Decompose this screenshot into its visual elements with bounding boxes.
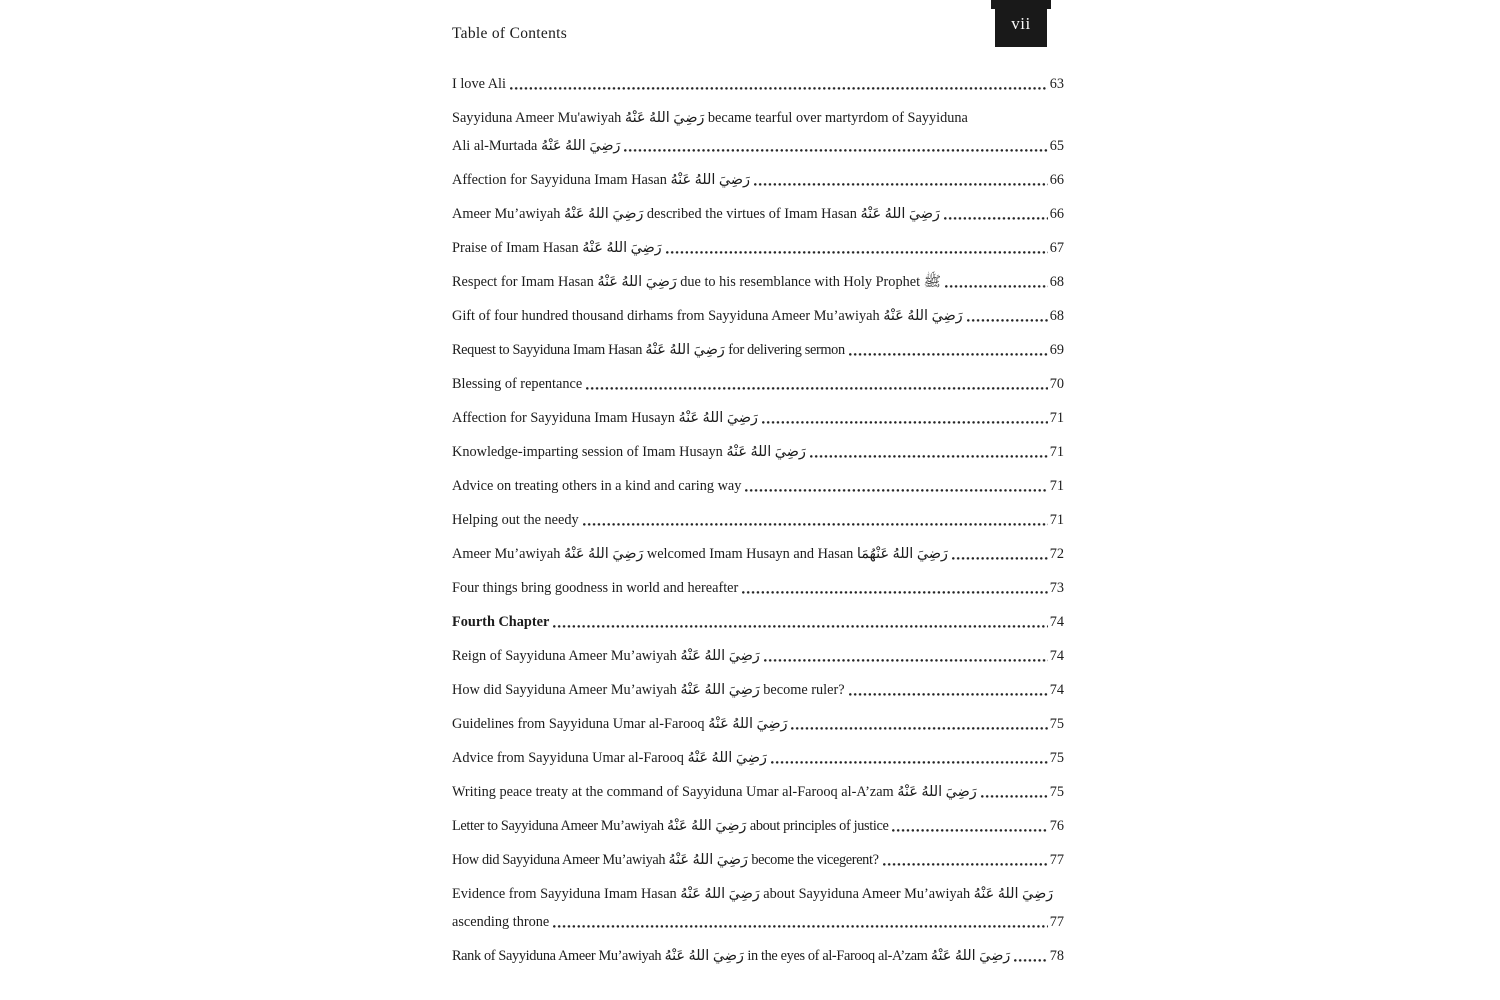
toc-entry-line: [452, 842, 1064, 870]
toc-entry: [452, 938, 1064, 966]
toc-entry-line: [452, 706, 1064, 734]
toc-entry: [452, 162, 1064, 190]
toc-entry-page: 74: [1049, 614, 1064, 630]
toc-entry-line: [452, 128, 1064, 156]
toc-entry: [452, 196, 1064, 224]
toc-entry-page: 63: [1049, 76, 1064, 92]
toc-entry-page: 67: [1049, 240, 1064, 256]
toc-entry: [452, 100, 1064, 156]
toc-entry-title: Four things bring goodness in world and hereafter: [452, 580, 739, 596]
dot-leader: [945, 285, 1048, 288]
toc-entry-title: Request to Sayyiduna Imam Hasan رَضِيَ اللهُ عَنْهُ for delivering sermon: [452, 342, 845, 358]
dot-leader: [849, 353, 1048, 356]
dot-leader: [771, 761, 1048, 764]
toc-entry-line: [452, 904, 1064, 932]
page-title: Table of Contents: [452, 25, 568, 42]
toc-entry-page: 74: [1049, 648, 1064, 664]
dot-leader: [553, 625, 1047, 628]
toc-entry-line: [452, 468, 1064, 496]
toc-entry: [452, 264, 1064, 292]
toc-entry-page: 75: [1049, 784, 1064, 800]
dot-leader: [762, 421, 1048, 424]
toc-entry-line: [452, 332, 1064, 360]
toc-entry: [452, 536, 1064, 564]
toc-entry-line: [452, 100, 1064, 128]
toc-entry: [452, 638, 1064, 666]
toc-entry-line: [452, 774, 1064, 802]
toc-entry-line: [452, 938, 1064, 966]
toc-entry: [452, 468, 1064, 496]
toc-entry: [452, 502, 1064, 530]
toc-entry-page: 76: [1049, 818, 1064, 834]
dot-leader: [666, 251, 1048, 254]
dot-leader: [967, 319, 1048, 322]
toc-entry-page: 71: [1049, 410, 1064, 426]
dot-leader: [1014, 959, 1048, 962]
toc-entry-page: 75: [1049, 716, 1064, 732]
toc-entry: [452, 706, 1064, 734]
toc-entry-title: Rank of Sayyiduna Ameer Mu’awiyah رَضِيَ اللهُ عَنْهُ in the eyes of al-Farooq al-A’zam رَضِيَ اللهُ عَنْهُ: [452, 948, 1011, 964]
toc-entry-title: Respect for Imam Hasan رَضِيَ اللهُ عَنْهُ due to his resemblance with Holy Prophet ﷺ: [452, 274, 941, 290]
toc-entry: [452, 230, 1064, 258]
dot-leader: [754, 183, 1048, 186]
toc-entry-title: Helping out the needy: [452, 512, 579, 528]
toc-entry-line: [452, 740, 1064, 768]
dot-leader: [883, 863, 1048, 866]
toc-entry-title: Reign of Sayyiduna Ameer Mu’awiyah رَضِيَ اللهُ عَنْهُ: [452, 648, 760, 664]
toc-entry: [452, 672, 1064, 700]
toc-entry-title: Advice on treating others in a kind and caring way: [452, 478, 742, 494]
toc-entry-line: [452, 638, 1064, 666]
dot-leader: [810, 455, 1048, 458]
toc-entry-page: 77: [1049, 852, 1064, 868]
toc-entry-title: Evidence from Sayyiduna Imam Hasan رَضِيَ اللهُ عَنْهُ about Sayyiduna Ameer Mu’awiyah رَضِيَ اللهُ عَنْهُ: [452, 886, 1054, 902]
toc-entry-title: Advice from Sayyiduna Umar al-Farooq رَضِيَ اللهُ عَنْهُ: [452, 750, 767, 766]
toc-entry-page: 68: [1049, 308, 1064, 324]
toc-entry-line: [452, 672, 1064, 700]
toc-entry-line: [452, 298, 1064, 326]
toc-entry-line: [452, 502, 1064, 530]
toc-entry-page: 66: [1049, 206, 1064, 222]
toc-entry: [452, 740, 1064, 768]
dot-leader: [583, 523, 1048, 526]
toc-entry-line: [452, 196, 1064, 224]
toc-entry-title: Ameer Mu’awiyah رَضِيَ اللهُ عَنْهُ described the virtues of Imam Hasan رَضِيَ اللهُ عَنْهُ: [452, 206, 940, 222]
table-of-contents: [452, 66, 1064, 972]
toc-entry-page: 66: [1049, 172, 1064, 188]
toc-entry-page: 75: [1049, 750, 1064, 766]
toc-entry-line: [452, 604, 1064, 632]
dot-leader: [624, 149, 1047, 152]
toc-entry-title: Knowledge-imparting session of Imam Husayn رَضِيَ اللهُ عَنْهُ: [452, 444, 806, 460]
toc-entry-page: 71: [1049, 444, 1064, 460]
toc-entry-line: [452, 434, 1064, 462]
toc-entry: [452, 366, 1064, 394]
toc-entry-line: [452, 400, 1064, 428]
toc-entry-title: Fourth Chapter: [452, 614, 550, 630]
toc-entry-title: Ali al-Murtada رَضِيَ اللهُ عَنْهُ: [452, 138, 621, 154]
toc-entry-page: 78: [1049, 948, 1064, 964]
toc-entry: [452, 434, 1064, 462]
toc-entry-title: Blessing of repentance: [452, 376, 583, 392]
toc-entry-page: 71: [1049, 512, 1064, 528]
toc-entry-line: [452, 876, 1064, 904]
toc-entry-line: [452, 570, 1064, 598]
dot-leader: [745, 489, 1047, 492]
toc-entry-line: [452, 366, 1064, 394]
toc-entry-line: [452, 162, 1064, 190]
toc-entry: [452, 298, 1064, 326]
dot-leader: [553, 925, 1047, 928]
toc-entry: [452, 400, 1064, 428]
toc-entry-title: Praise of Imam Hasan رَضِيَ اللهُ عَنْهُ: [452, 240, 662, 256]
toc-entry: [452, 774, 1064, 802]
toc-entry: [452, 808, 1064, 836]
dot-leader: [952, 557, 1048, 560]
dot-leader: [510, 87, 1048, 90]
toc-entry: [452, 842, 1064, 870]
toc-entry-title: Letter to Sayyiduna Ameer Mu’awiyah رَضِيَ اللهُ عَنْهُ about principles of justice: [452, 818, 889, 834]
toc-entry-page: 72: [1049, 546, 1064, 562]
toc-entry-title: Affection for Sayyiduna Imam Husayn رَضِيَ اللهُ عَنْهُ: [452, 410, 758, 426]
toc-entry-title: Sayyiduna Ameer Mu'awiyah رَضِيَ اللهُ عَنْهُ became tearful over martyrdom of Sayyiduna: [452, 110, 968, 126]
toc-entry: [452, 570, 1064, 598]
dot-leader: [892, 829, 1047, 832]
toc-entry-title: ascending throne: [452, 914, 550, 930]
toc-entry-page: 68: [1049, 274, 1064, 290]
toc-entry-page: 65: [1049, 138, 1064, 154]
toc-entry-line: [452, 264, 1064, 292]
toc-entry-title: Writing peace treaty at the command of Sayyiduna Umar al-Farooq al-A’zam رَضِيَ اللهُ عَنْهُ: [452, 784, 977, 800]
toc-entry-page: 74: [1049, 682, 1064, 698]
toc-entry-title: Ameer Mu’awiyah رَضِيَ اللهُ عَنْهُ welcomed Imam Husayn and Hasan رَضِيَ اللهُ عَنْهُمَا: [452, 546, 948, 562]
toc-entry-page: 70: [1049, 376, 1064, 392]
dot-leader: [742, 591, 1047, 594]
dot-leader: [791, 727, 1047, 730]
toc-entry-title: How did Sayyiduna Ameer Mu’awiyah رَضِيَ اللهُ عَنْهُ become the vicegerent?: [452, 852, 879, 868]
toc-entry-line: [452, 66, 1064, 94]
dot-leader: [764, 659, 1048, 662]
dot-leader: [981, 795, 1048, 798]
toc-entry-title: How did Sayyiduna Ameer Mu’awiyah رَضِيَ اللهُ عَنْهُ become ruler?: [452, 682, 845, 698]
toc-entry-title: Affection for Sayyiduna Imam Hasan رَضِيَ اللهُ عَنْهُ: [452, 172, 750, 188]
toc-entry-line: [452, 536, 1064, 564]
toc-entry-title: Guidelines from Sayyiduna Umar al-Farooq رَضِيَ اللهُ عَنْهُ: [452, 716, 788, 732]
toc-entry-page: 73: [1049, 580, 1064, 596]
dot-leader: [849, 693, 1048, 696]
toc-entry: [452, 604, 1064, 632]
toc-entry: [452, 332, 1064, 360]
dot-leader: [944, 217, 1048, 220]
toc-entry-page: 69: [1049, 342, 1064, 358]
folio-page-number: vii: [1011, 13, 1031, 33]
toc-entry: [452, 876, 1064, 932]
toc-entry-title: Gift of four hundred thousand dirhams from Sayyiduna Ameer Mu’awiyah رَضِيَ اللهُ عَنْهُ: [452, 308, 963, 324]
dot-leader: [586, 387, 1047, 390]
toc-entry-line: [452, 808, 1064, 836]
toc-entry-line: [452, 230, 1064, 258]
toc-entry-page: 71: [1049, 478, 1064, 494]
toc-entry-page: 77: [1049, 914, 1064, 930]
toc-entry-title: I love Ali: [452, 76, 507, 92]
folio-page-tab: [995, 0, 1047, 47]
toc-entry: [452, 66, 1064, 94]
